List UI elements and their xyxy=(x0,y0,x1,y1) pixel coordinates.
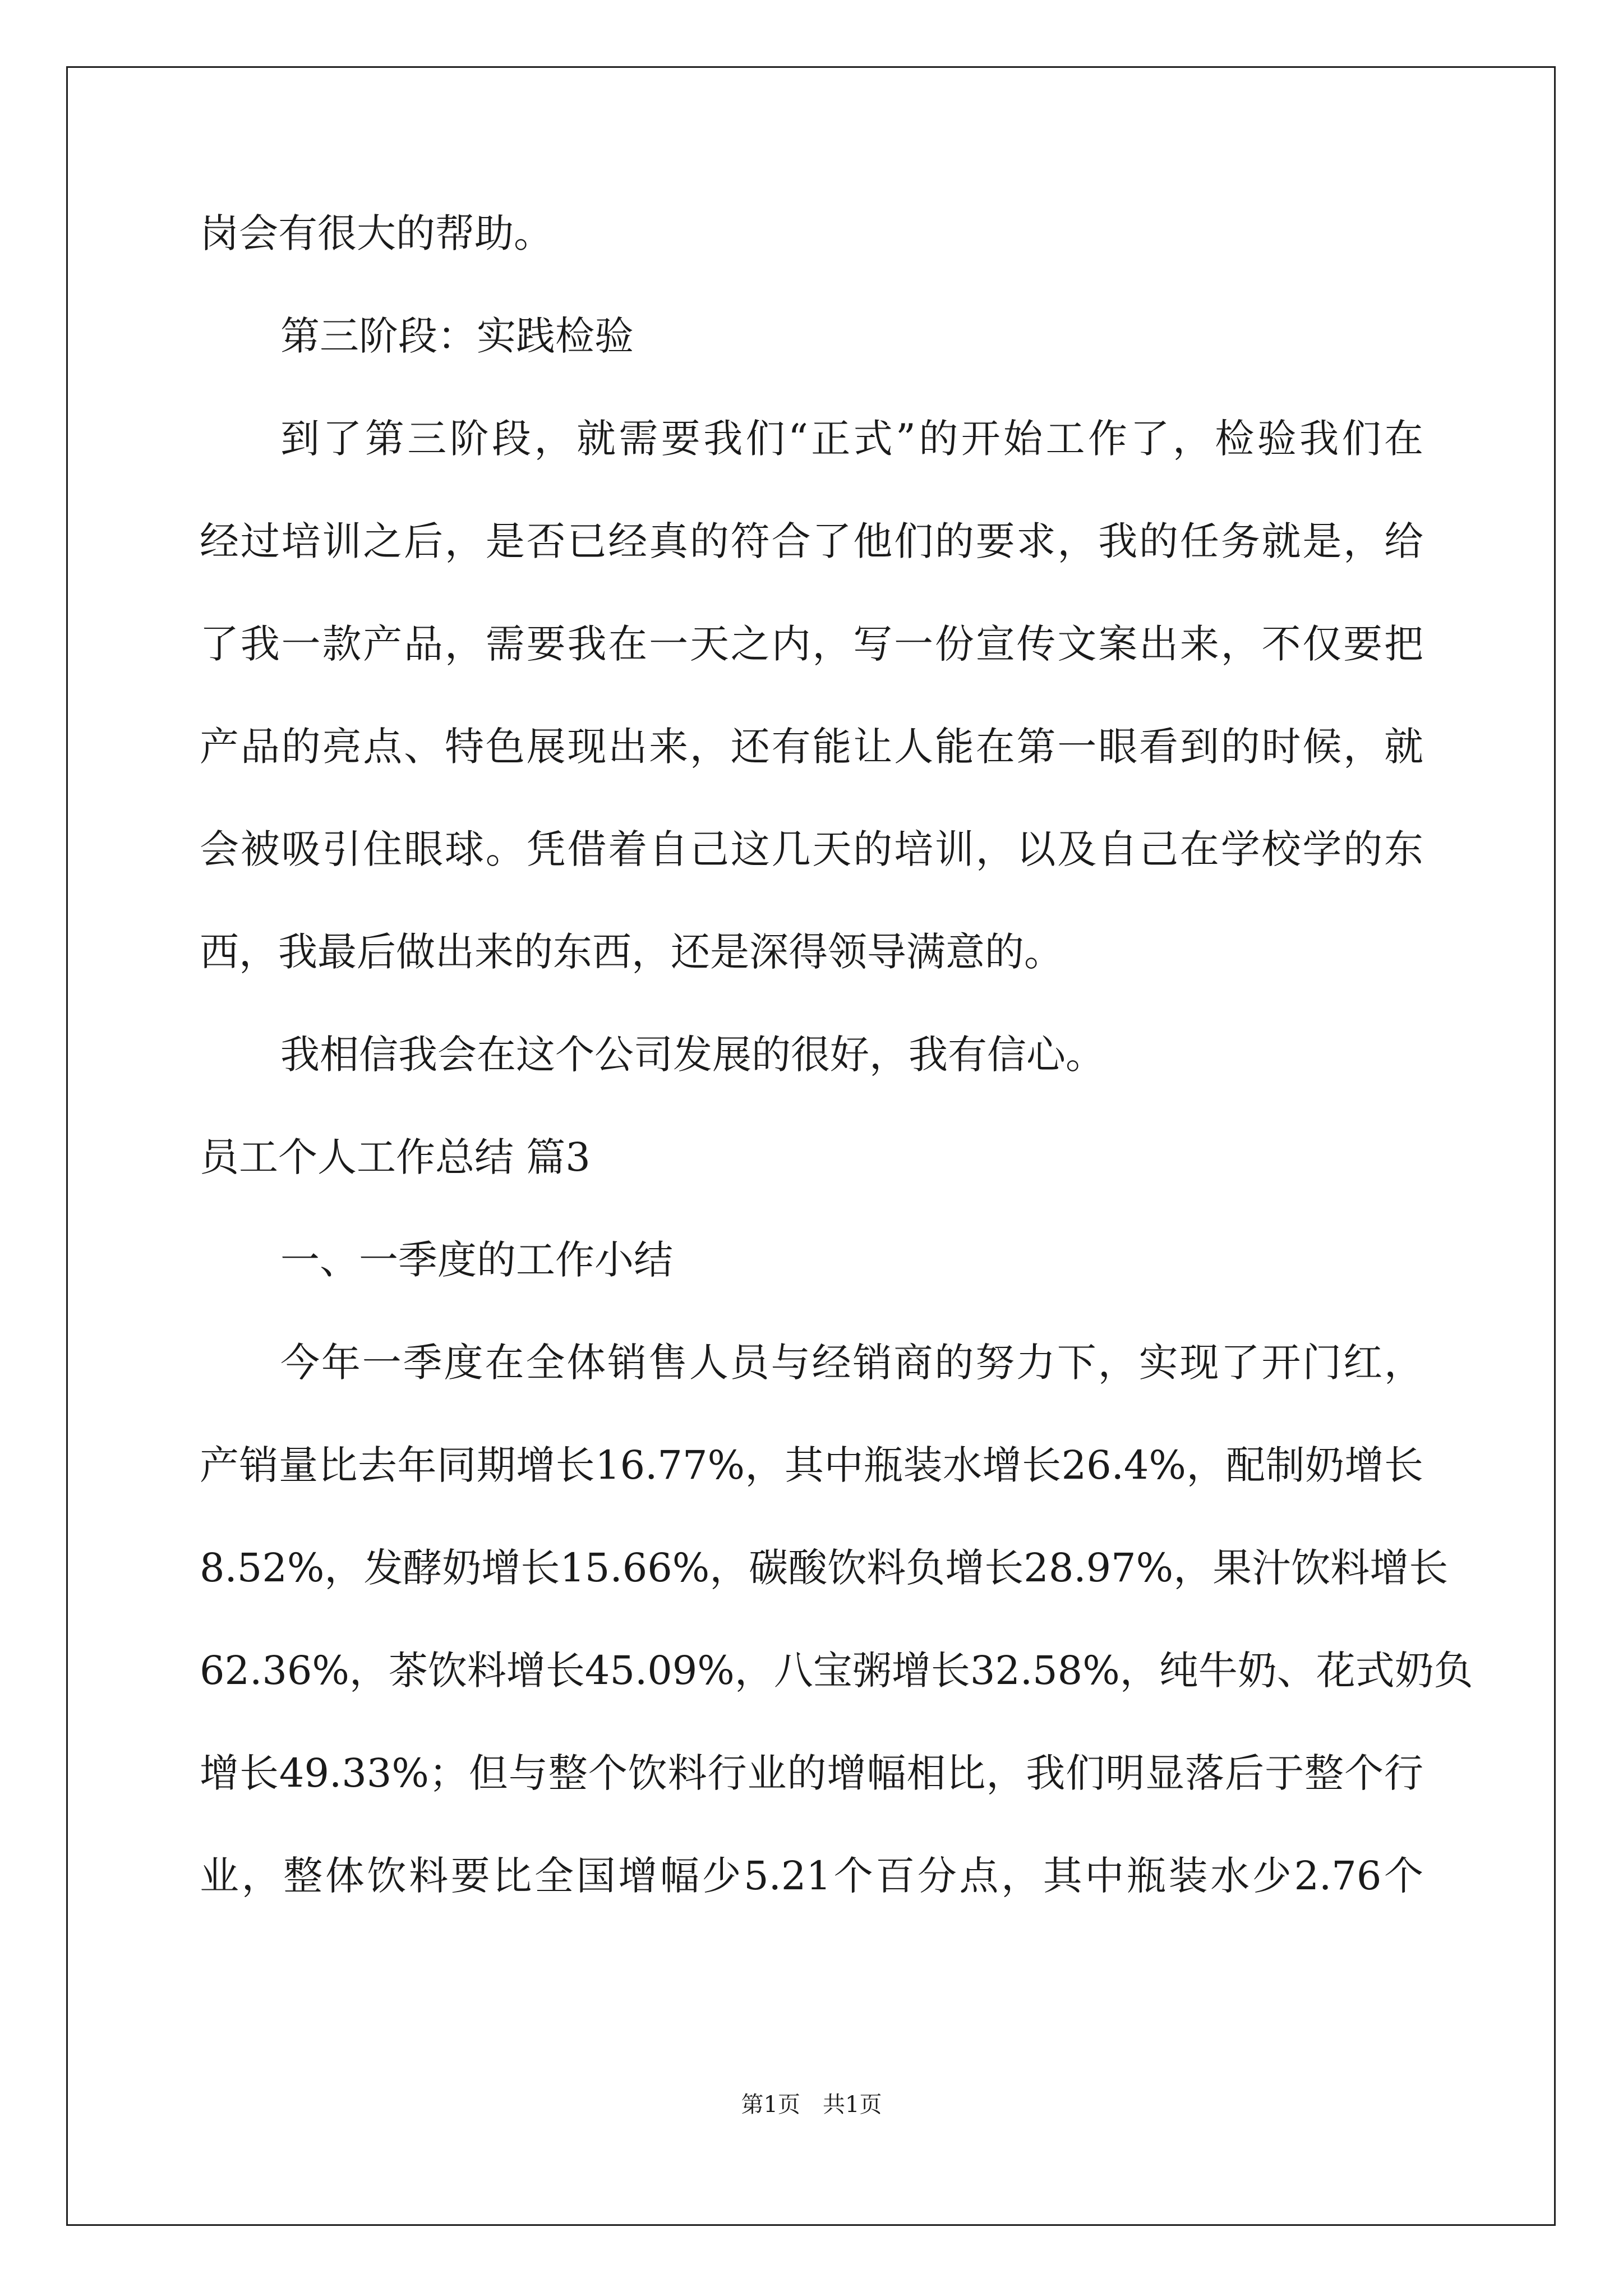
paragraph-line: 经过培训之后，是否已经真的符合了他们的要求，我的任务就是，给 xyxy=(200,518,1423,564)
paragraph-line: 岗会有很大的帮助。 xyxy=(200,210,553,256)
paragraph-line: 产销量比去年同期增长16.77%，其中瓶装水增长26.4%，配制奶增长 xyxy=(200,1442,1423,1488)
paragraph-line: 西，我最后做出来的东西，还是深得领导满意的。 xyxy=(200,929,1063,975)
paragraph-line: 业，整体饮料要比全国增幅少5.21个百分点，其中瓶装水少2.76个 xyxy=(200,1853,1423,1899)
paragraph-line: 增长49.33%；但与整个饮料行业的增幅相比，我们明显落后于整个行 xyxy=(200,1750,1423,1796)
page-number: 第1页 共1页 xyxy=(741,2092,882,2118)
paragraph-line: 会被吸引住眼球。凭借着自己这几天的培训，以及自己在学校学的东 xyxy=(200,826,1423,872)
paragraph-line: 了我一款产品，需要我在一天之内，写一份宣传文案出来，不仅要把 xyxy=(200,621,1423,667)
paragraph-line: 8.52%，发酵奶增长15.66%，碳酸饮料负增长28.97%，果汁饮料增长 xyxy=(200,1545,1449,1591)
paragraph-line: 今年一季度在全体销售人员与经销商的努力下，实现了开门红， xyxy=(280,1340,1423,1386)
paragraph-line: 我相信我会在这个公司发展的很好，我有信心。 xyxy=(280,1032,1105,1078)
document-title: 员工个人工作总结 篇3 xyxy=(200,1134,591,1180)
section-heading: 第三阶段：实践检验 xyxy=(280,313,634,359)
paragraph-line: 到了第三阶段，就需要我们“正式”的开始工作了，检验我们在 xyxy=(280,416,1423,462)
paragraph-line: 产品的亮点、特色展现出来，还有能让人能在第一眼看到的时候，就 xyxy=(200,724,1423,770)
paragraph-line: 62.36%，茶饮料增长45.09%，八宝粥增长32.58%，纯牛奶、花式奶负 xyxy=(200,1648,1473,1694)
section-heading: 一、一季度的工作小结 xyxy=(280,1237,673,1283)
